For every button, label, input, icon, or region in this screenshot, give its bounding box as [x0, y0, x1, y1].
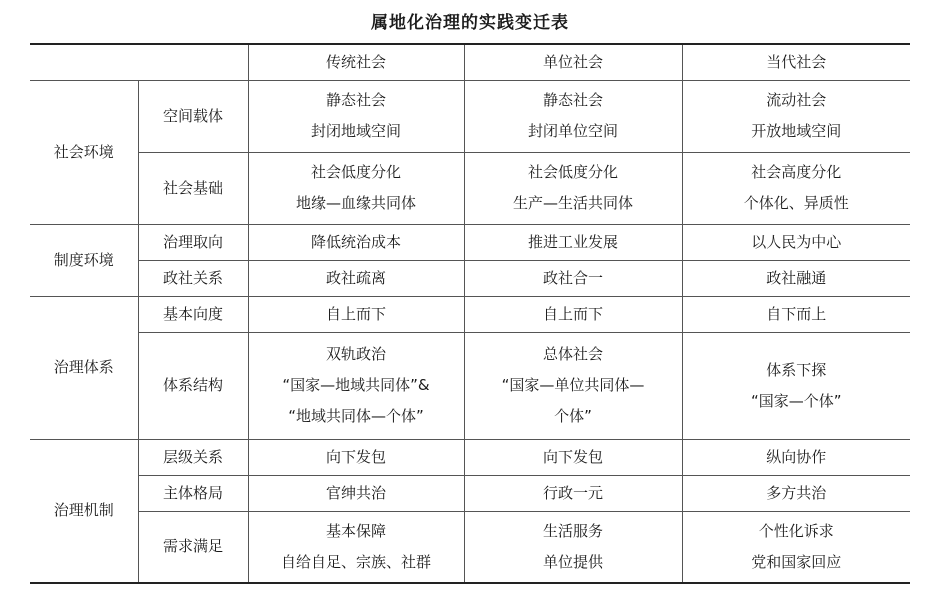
cell: 多方共治 — [682, 475, 910, 511]
section-label: 制度环境 — [53, 250, 114, 269]
row-label: 基本向度 — [138, 296, 248, 332]
cell: 行政一元 — [464, 475, 682, 511]
cell: 官绅共治 — [248, 475, 464, 511]
table-row — [30, 511, 910, 583]
table-row — [30, 439, 910, 475]
table-row — [30, 224, 910, 260]
cell: 个性化诉求 党和国家回应 — [682, 511, 910, 583]
cell: 生活服务 单位提供 — [464, 511, 682, 583]
table-row — [30, 260, 910, 296]
cell: 政社合一 — [464, 260, 682, 296]
header-row — [30, 44, 910, 80]
section-label: 治理机制 — [53, 501, 114, 520]
row-label: 治理取向 — [138, 224, 248, 260]
table-row — [30, 152, 910, 224]
cell: 自上而下 — [464, 296, 682, 332]
row-label: 主体格局 — [138, 475, 248, 511]
table-row — [30, 332, 910, 439]
cell: 总体社会 “国家—单位共同体— 个体” — [464, 332, 682, 439]
header-col1: 传统社会 — [248, 44, 464, 80]
cell: 社会低度分化 生产—生活共同体 — [464, 152, 682, 224]
cell: 自上而下 — [248, 296, 464, 332]
cell: 基本保障 自给自足、宗族、社群 — [248, 511, 464, 583]
header-col3: 当代社会 — [682, 44, 910, 80]
row-label: 空间载体 — [138, 80, 248, 152]
cell: 静态社会 封闭地域空间 — [248, 80, 464, 152]
row-label: 层级关系 — [138, 439, 248, 475]
table-row — [30, 80, 910, 152]
row-label: 体系结构 — [138, 332, 248, 439]
table-row — [30, 475, 910, 511]
cell: 自下而上 — [682, 296, 910, 332]
row-label: 社会基础 — [138, 152, 248, 224]
section-label: 治理体系 — [53, 358, 114, 376]
governance-change-table — [30, 43, 910, 584]
cell: 静态社会 封闭单位空间 — [464, 80, 682, 152]
header-empty-cell — [30, 44, 248, 80]
cell: 降低统治成本 — [248, 224, 464, 260]
cell: 社会低度分化 地缘—血缘共同体 — [248, 152, 464, 224]
cell: 推进工业发展 — [464, 224, 682, 260]
cell: 体系下探 “国家—个体” — [682, 332, 910, 439]
cell: 流动社会 开放地域空间 — [682, 80, 910, 152]
section-label: 社会环境 — [53, 142, 114, 161]
row-label: 需求满足 — [138, 511, 248, 583]
cell: 社会高度分化 个体化、异质性 — [682, 152, 910, 224]
cell: 政社融通 — [682, 260, 910, 296]
cell: 以人民为中心 — [682, 224, 910, 260]
table-row — [30, 296, 910, 332]
header-col2: 单位社会 — [464, 44, 682, 80]
row-label: 政社关系 — [138, 260, 248, 296]
cell: 向下发包 — [464, 439, 682, 475]
cell: 政社疏离 — [248, 260, 464, 296]
cell: 向下发包 — [248, 439, 464, 475]
table-title: 属地化治理的实践变迁表 — [371, 13, 569, 33]
cell: 双轨政治 “国家—地域共同体”& “地域共同体—个体” — [248, 332, 464, 439]
cell: 纵向协作 — [682, 439, 910, 475]
